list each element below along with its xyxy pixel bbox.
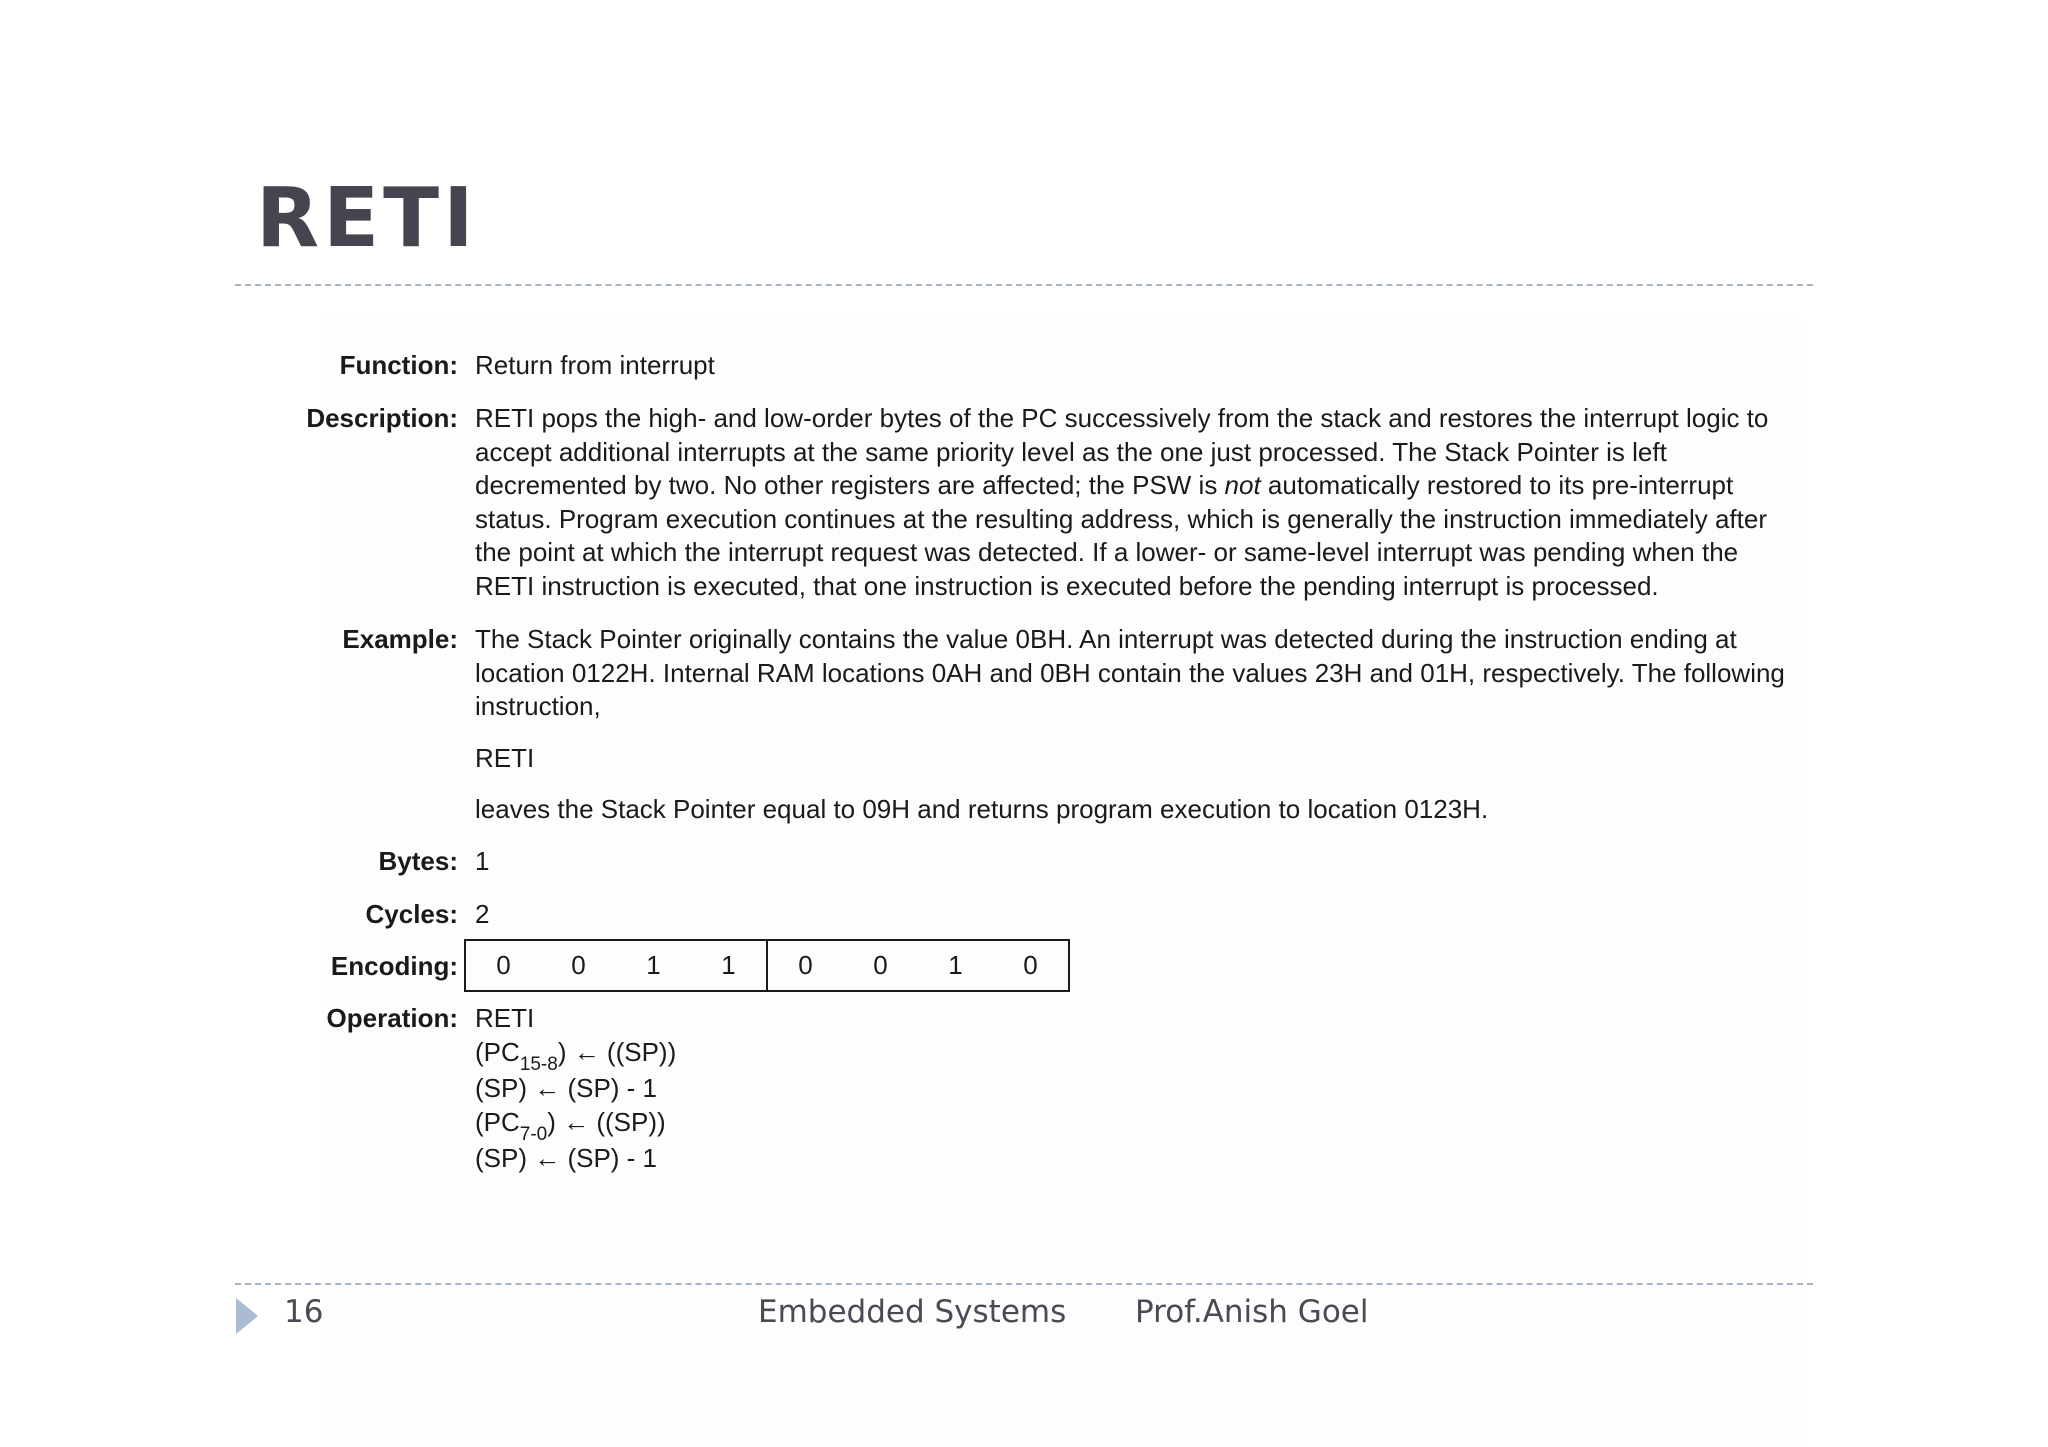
bytes-label: Bytes: (378, 846, 458, 876)
operation-step: (SP) ← (SP) - 1 (475, 1073, 658, 1103)
encoding-bit: 0 (993, 940, 1069, 991)
description-line: RETI instruction is executed, that one instruction is executed before the pending interrupt is processed. (475, 570, 1659, 601)
description-line: decremented by two. No other registers are affected; the PSW is not automatically restored to its pre-interrupt (475, 470, 1734, 500)
subscript: 15-8 (519, 1053, 558, 1075)
encoding-bit: 0 (465, 940, 541, 991)
function-text: Return from interrupt (475, 350, 715, 380)
slide-title: RETI (256, 171, 478, 266)
bytes-value: 1 (475, 846, 490, 876)
description-label: Description: (306, 403, 458, 433)
encoding-bit: 1 (918, 940, 993, 991)
example-intro: The Stack Pointer originally contains the value 0BH. An interrupt was detected during the instruction ending at location 0122H. Internal RAM locations 0AH and 0BH contain the values 23H and 01H, respectively. The following instruction, (475, 624, 1785, 721)
encoding-table (464, 939, 1070, 992)
encoding-label: Encoding: (330, 951, 458, 981)
description-text (475, 402, 1815, 603)
operation-steps (475, 1002, 1815, 1176)
emphasis-not: not (1224, 470, 1261, 500)
cycles-label: Cycles: (365, 899, 458, 929)
description-line: status. Program execution continues at the resulting address, which is generally the instruction immediately after (475, 503, 1767, 534)
operation-label: Operation: (326, 1003, 458, 1033)
example-label: Example: (342, 624, 458, 654)
example-result: leaves the Stack Pointer equal to 09H and returns program execution to location 0123H. (475, 794, 1489, 824)
operation-step: $(PC_{15-8})$ ← ((SP)) (475, 1036, 677, 1075)
subscript: 7-0 (519, 1123, 548, 1145)
description-line: the point at which the interrupt request was detected. If a lower- or same-level interrupt was pending when the (475, 537, 1739, 567)
cycles-value: 2 (475, 899, 490, 929)
footer-divider (235, 1283, 1813, 1285)
description-line: RETI pops the high- and low-order bytes of the PC successively from the stack and restores the interrupt logic to (475, 403, 1769, 433)
operation-step: (SP) ← (SP) - 1 (475, 1143, 658, 1173)
page-number: 16 (284, 1294, 324, 1330)
example-code: RETI (475, 742, 535, 773)
encoding-bit: 1 (691, 940, 767, 991)
encoding-bit: 1 (616, 940, 691, 991)
encoding-bit: 0 (767, 940, 843, 991)
author-name: Prof.Anish Goel (1135, 1294, 1369, 1330)
description-line: accept additional interrupts at the same priority level as the one just processed. The Stack Pointer is left (475, 436, 1667, 467)
operation-step: $(PC_{7-0})$ ← ((SP)) (475, 1106, 666, 1145)
encoding-bit: 0 (541, 940, 616, 991)
function-label: Function: (339, 350, 458, 380)
encoding-bit: 0 (843, 940, 918, 991)
title-divider (235, 284, 1813, 286)
example-text (475, 623, 1815, 827)
course-name: Embedded Systems (758, 1294, 1067, 1330)
triangle-bullet-icon (236, 1298, 258, 1334)
operation-mnemonic: RETI (475, 1003, 535, 1033)
